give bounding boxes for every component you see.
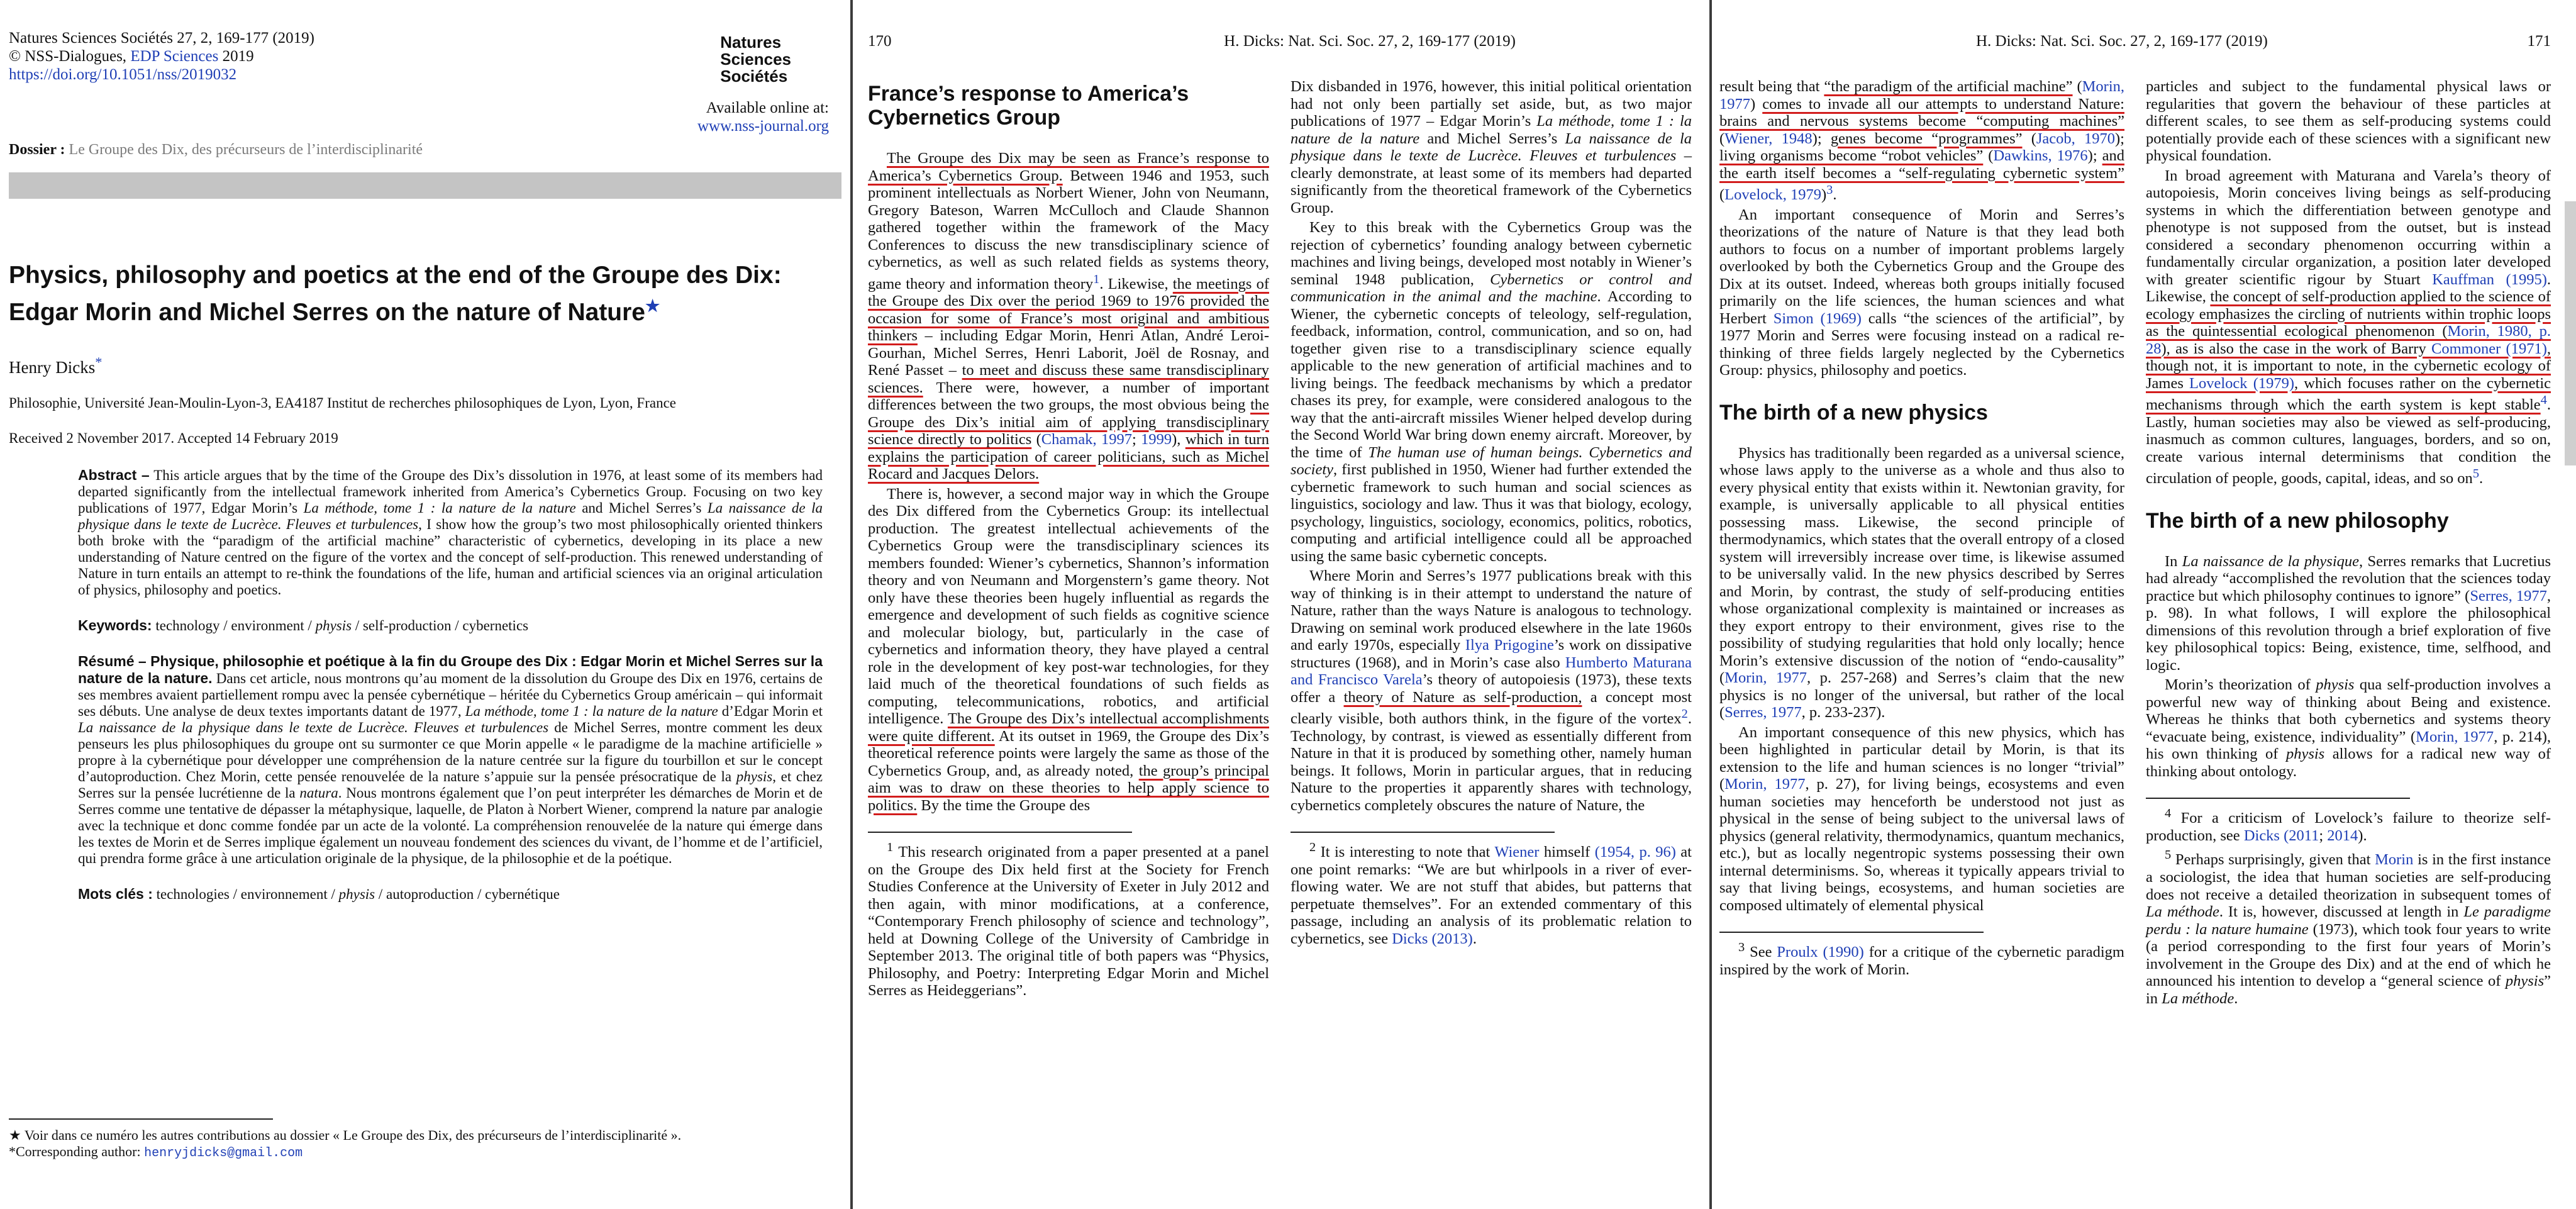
received-dates: Received 2 November 2017. Accepted 14 February 2019 xyxy=(9,430,338,446)
resume: Résumé – Physique, philosophie et poétique à la fin du Groupe des Dix : Edgar Morin et Michel Serres sur la nature de la nature. Dans cet article, nous montrons qu’au moment de la dissolution du Groupe des Dix en 1976, certains de ses membres avaient partiellement rompu avec la pensée cybernétique – héritée du Cybernetics Group américain – qui informait ses débuts. Une analyse de deux textes importants datant de 1977, La méthode, tome 1 : la nature de la nature d’Edgar Morin et La naissance de la physique dans le texte de Lucrèce. Fleuves et turbulences de Michel Serres, montre comment les deux penseurs les plus philosophiques du groupe ont su surmonter ce que Morin appelle « le paradigme de la machine artificielle » propre à la cybernétique pour développer une compréhension de la nature centrée sur la figure du tourbillon et sur le concept d’autoproduction. Chez Morin, cette pensée renouvelée de la nature s’appuie sur la pensée présocratique de la physis, et chez Serres sur la pensée lucrétienne de la natura. Nous montrons également que l’on peut interpréter les démarches de Morin et de Serres comme une tentative de dépasser la métaphysique, laquelle, de Platon à Norbert Wiener, comprend la nature par analogie avec la technique et donc comme fondée par un acte de la volonté. La compréhension renouvelée de la nature qui émerge dans les textes de Morin et de Serres implique également un nouveau fondement des sciences du vivant, de l’homme et de l’artificiel, qui prendra forme grâce à une articulation originale de la physique, de la philosophie et de la poétique. xyxy=(78,653,823,866)
running-head: H. Dicks: Nat. Sci. Soc. 27, 2, 169-177 (2019) xyxy=(1224,33,1516,50)
corresponding-author-link[interactable]: * xyxy=(95,354,103,370)
doi-link[interactable]: https://doi.org/10.1051/nss/2019032 xyxy=(9,66,237,83)
right-column xyxy=(2146,78,2551,1007)
paragraph: An important consequence of this new physics, which has been highlighted in particular detail by Morin, is that its extension to the life and human sciences is no longer “trivial” (Morin, 1977, p. 27), for living beings, ecosystems and even human societies may henceforth be understood not just as physical in the sense of being subject to the universal laws of physics (general relativity, thermodynamics, quantum mechanics, etc.), but as locally negentropic systems possessing their own internal determinisms. So, whereas it typically appears trivial to say that living beings, ecosystems, and human societies are composed ultimately of elemental physical xyxy=(1719,723,2125,914)
citation-link[interactable]: Dicks (2011 xyxy=(2243,827,2319,844)
footnote-rule xyxy=(868,832,1132,833)
citation-link[interactable]: Humberto Maturana and Francisco Varela xyxy=(1291,654,1692,688)
citation-link[interactable]: Proulx (1990) xyxy=(1777,944,1864,961)
dossier-banner xyxy=(9,172,841,199)
paragraph: An important consequence of Morin and Serres’s theorizations of the nature of Nature is that they lead both authors to focus on a number of important problems largely overlooked by both the Cybernetics Group and the Groupe des Dix at its outset. Indeed, whereas both groups initially focused primarily on the life sciences, the human sciences and what Herbert Simon (1969) calls “the sciences of the artificial”, by 1977 Morin and Serres were focusing instead on a radical re-thinking of three fields largely neglected by the Cybernetics Group: physics, philosophy and poetics. xyxy=(1719,206,2125,379)
paragraph: Dix disbanded in 1976, however, this initial political orientation had not only been partially set aside, but, as two major publications of 1977 – Edgar Morin’s La méthode, tome 1 : la nature de la nature and Michel Serres’s La naissance de la physique dans le texte de Lucrèce. Fleuves et turbulences – clearly demonstrate, at least some of its members had departed significantly from the theoretical framework of the Cybernetics Group. xyxy=(1291,78,1692,216)
citation-link[interactable]: Dicks (2013) xyxy=(1392,930,1473,947)
citation-link[interactable]: Serres, 1977 xyxy=(1724,704,1802,722)
footnote: $^4$ For a criticism of Lovelock’s failure to theorize self-production, see Dicks (2011; 2014). xyxy=(2146,806,2551,844)
left-column xyxy=(868,78,1269,1000)
citation-link[interactable]: Serres, 1977 xyxy=(2470,587,2547,604)
available-online-label: Available online at: xyxy=(706,99,829,116)
footnote: $^1$ This research originated from a paper presented at a panel on the Groupe des Dix held first at the Society for French Studies Conference at the University of Exeter in July 2012 and then again, with minor modifications, at a conference, “Contemporary French philosophy of science and technology”, held at Downing College of the University of Cambridge in September 2013. The original title of both papers was “Physics, Philosophy, and Poetry: Interpreting Edgar Morin and Michel Serres as Heideggerians”. xyxy=(868,840,1269,1000)
footnote-corresponding: *Corresponding author: henryjdicks@gmail.com xyxy=(9,1144,303,1161)
citation-link[interactable]: 2014 xyxy=(2327,827,2358,844)
citation-link[interactable]: Ilya Prigogine xyxy=(1465,637,1554,654)
running-header xyxy=(868,33,1692,50)
paragraph: Key to this break with the Cybernetics Group was the rejection of cybernetics’ founding analogy between cybernetic machines and living beings, developed most notably in Wiener’s seminal 1948 publication, Cybernetics or control and communication in the animal and the machine. According to Wiener, the cybernetic concepts of teleology, self-regulation, feedback, information, control, communication, and so on, had together given rise to a transdisciplinary science equally applicable to the new generation of artificial machines and to living beings. The feedback mechanisms by which a predator chases its prey, for example, were considered analogous to the way that the anti-aircraft missiles Wiener helped develop during the Second World War bring down enemy aircraft. Moreover, by the time of The human use of human beings. Cybernetics and society, first published in 1950, Wiener had further extended the cybernetic framework to such human and social sciences as linguistics, sociology and law. Thus it was that biology, ecology, psychology, linguistics, sociology, economics, politics, robotics, computing and artificial intelligence could all be approached using the same basic cybernetic concepts. xyxy=(1291,219,1692,565)
citation-link[interactable]: Wiener, 1948 xyxy=(1724,130,1813,147)
section-heading: The birth of a new philosophy xyxy=(2146,508,2449,533)
left-column xyxy=(1719,78,2124,1007)
abstract: Abstract – This article argues that by the time of the Groupe des Dix’s dissolution in 1976, at least some of its members had departed significantly from the intellectual framework inherited from America’s Cybernetics Group. Focusing on two key publications of 1977, Edgar Morin’s La méthode, tome 1 : la nature de la nature and Michel Serres’s La naissance de la physique dans le texte de Lucrèce. Fleuves et turbulences, I show how the group’s two most philosophically oriented thinkers both broke with the “paradigm of the artificial machine” characteristic of cybernetics, developing in its place a new understanding of Nature centred on the figure of the vortex and the concept of self-production. This renewed understanding of Nature in turn entails an attempt to re-think the foundations of the life, human and artificial sciences via an original articulation of physics, philosophy and poetics. xyxy=(78,467,823,598)
citation-link[interactable]: Morin, 1980, p. 28 xyxy=(2146,323,2551,357)
footnote-rule xyxy=(1719,932,1984,933)
two-column-body xyxy=(868,78,1692,1000)
keywords: Keywords: technology / environment / physis / self-production / cybernetics xyxy=(78,617,529,633)
paragraph: There is, however, a second major way in which the Groupe des Dix differed from the Cybernetics Group: its intellectual production. The greatest intellectual achievements of the Cybernetics Group were the transdisciplinary sciences its members founded: Wiener’s cybernetics, Shannon’s information theory and von Neumann and Morgenstern’s game theory. Not only have these theories been hugely influential as regards the emergence and development of such fields as cognitive science and molecular biology, but, particularly in the case of cybernetics and information theory, they have played a central role in the development of key post-war technologies, for they laid much of the theoretical foundations of such fields as computing, telecommunications, robotics, and artificial intelligence. The Groupe des Dix’s intellectual accomplishments were quite different. At its outset in 1969, the Groupe des Dix’s theoretical reference points were largely the same as those of the Cybernetics Group, and, as already noted, the group’s principal aim was to draw on these theories to help apply science to politics. By the time the Groupe des xyxy=(868,485,1269,814)
running-head: H. Dicks: Nat. Sci. Soc. 27, 2, 169-177 (2019) xyxy=(1976,33,2268,50)
affiliation: Philosophie, Université Jean-Moulin-Lyon-3, EA4187 Institut de recherches philosophiques de Lyon, Lyon, France xyxy=(9,395,677,411)
citation-link[interactable]: (1954, p. 96) xyxy=(1594,844,1676,861)
author-name: Henry Dicks* xyxy=(9,354,103,377)
paragraph: In La naissance de la physique, Serres remarks that Lucretius had already “accomplished the revolution that the sciences today practice but which philosophy continues to ignore” (Serres, 1977, p. 98). In what follows, I will explore the philosophical dimensions of this revolution through a brief exploration of five key philosophical topics: Being, existence, time, selfhood, and logic. xyxy=(2146,552,2551,674)
footnote-dossier: ★ Voir dans ce numéro les autres contributions au dossier « Le Groupe des Dix, des précurseurs de l’interdisciplinarité ». xyxy=(9,1127,682,1143)
paragraph: particles and subject to the fundamental physical laws or regularities that govern the behaviour of these particles at different scales, to see them as self-producing systems could potentially provide each of these sciences with a significant new physical foundation. xyxy=(2146,78,2551,164)
page-170 xyxy=(853,0,1709,1209)
footnote-ref[interactable]: 2 xyxy=(1681,707,1688,721)
scrollbar-thumb[interactable] xyxy=(2565,201,2576,465)
running-header xyxy=(1719,33,2551,50)
footnote-ref[interactable]: 1 xyxy=(1093,272,1100,286)
journal-site-link[interactable]: www.nss-journal.org xyxy=(697,118,829,135)
citation-link[interactable]: Morin, 1977 xyxy=(1724,776,1806,793)
journal-logo: Natures Sciences Sociétés xyxy=(720,33,791,86)
publisher-link[interactable]: EDP Sciences xyxy=(130,48,219,65)
mots-cles: Mots clés : technologies / environnement / physis / autoproduction / cybernétique xyxy=(78,886,560,902)
citation-link[interactable]: Lovelock, 1979 xyxy=(1724,186,1821,204)
citation-link[interactable]: Simon (1969) xyxy=(1773,309,1862,327)
paragraph: Physics has traditionally been regarded as a universal science, whose laws apply to the universe as a whole and thus also to every physical entity that exists within it. Newtonian gravity, for example, is universally applicable to all physical entities possessing mass. Likewise, the second principle of thermodynamics, which states that the overall entropy of a closed system will irreversibly increase over time, is likewise assumed to be universally valid. In the new physics described by Serres and Morin, by contrast, the study of self-producing entities whose organizational complexity is maintained or increases as they export entropy to their environment, gives rise to the possibility of studying regularities that hold only locally; hence Morin’s extensive discussion of the notion of “endo-causality” (Morin, 1977, p. 257-268) and Serres’s claim that the new physics is no longer of the universal, but rather of the local (Serres, 1977, p. 233-237). xyxy=(1719,444,2125,722)
citation-link[interactable]: Dawkins, 1976 xyxy=(1993,147,2088,164)
paragraph: The Groupe des Dix may be seen as France’s response to America’s Cybernetics Group. Between 1946 and 1953, such prominent intellectuals as Norbert Wiener, John von Neumann, Gregory Bateson, Warren McCulloch and Claude Shannon gathered together within the framework of the Macy Conferences to discuss the new transdisciplinary science of cybernetics, as well as such related fields as systems theory, game theory and information theory$^1$. Likewise, the meetings of the Groupe des Dix over the period 1969 to 1976 provided the occasion for some of France’s most original and ambitious thinkers – including Edgar Morin, Henri Atlan, André Leroi-Gourhan, Michel Serres, Henri Laborit, Joël de Rosnay, and René Passet – to meet and discuss these same transdisciplinary sciences. There were, however, a number of important differences between the two groups, the most obvious being the Groupe des Dix’s initial aim of applying transdisciplinary science directly to politics (Chamak, 1997; 1999), which in turn explains the participation of career politicians, such as Michel Rocard and Jacques Delors. xyxy=(868,150,1270,483)
dossier-line: Dossier : Le Groupe des Dix, des précurseurs de l’interdisciplinarité xyxy=(9,142,423,158)
footnote: $^2$ It is interesting to note that Wiener himself (1954, p. 96) at one point remarks: “We are but whirlpools in a river of ever-flowing water. We are not stuff that abides, but patterns that perpetuate themselves”. For an extended commentary of this passage, including an analysis of its problematic relation to cybernetics, see Dicks (2013). xyxy=(1291,840,1692,947)
title-footnote-link[interactable]: ★ xyxy=(645,296,660,315)
footnote-ref[interactable]: 5 xyxy=(2472,467,2480,481)
page-number: 170 xyxy=(868,33,892,50)
footnote-rule xyxy=(1291,832,1555,833)
paragraph: Morin’s theorization of physis qua self-production involves a powerful new way of thinking about Being and existence. Whereas he thinks that both cybernetics and systems theory “evacuate being, existence, individuality” (Morin, 1977, p. 214), his own thinking of physis allows for a radical new way of thinking about ontology. xyxy=(2146,676,2551,780)
footnote: $^3$ See Proulx (1990) for a critique of the cybernetic paradigm inspired by the work of Morin. xyxy=(1719,940,2124,978)
citation-link[interactable]: 1999 xyxy=(1141,431,1172,448)
footnote-ref[interactable]: 3 xyxy=(1826,183,1833,197)
journal-brand xyxy=(697,29,829,135)
citation-link[interactable]: Commoner (1971) xyxy=(2431,340,2547,357)
page-169 xyxy=(0,0,850,1209)
citation-link[interactable]: Morin, 1977 xyxy=(1719,78,2124,113)
page-header xyxy=(9,29,841,135)
citation-link[interactable]: Morin, 1977 xyxy=(1724,669,1807,687)
section-heading: The birth of a new physics xyxy=(1719,400,1988,425)
page-171 xyxy=(1712,0,2576,1209)
citation-link[interactable]: Lovelock (1979) xyxy=(2189,374,2295,392)
article-title: Physics, philosophy and poetics at the end of the Groupe des Dix: Edgar Morin and Michel Serres on the nature of Nature★ xyxy=(9,262,782,326)
paragraph: result being that “the paradigm of the artificial machine” (Morin, 1977) comes to invade all our attempts to understand Nature: brains and nervous systems become “computing machines” (Wiener, 1948); genes become “programmes” (Jacob, 1970); living organisms become “robot vehicles” (Dawkins, 1976); and the earth itself becomes a “self-regulating cybernetic system” (Lovelock, 1979)$^3$. xyxy=(1719,78,2124,204)
author-email-link[interactable]: henryjdicks@gmail.com xyxy=(144,1146,303,1161)
paragraph: Where Morin and Serres’s 1977 publications break with this way of thinking is in their attempt to understand the nature of Nature, rather than the ways Nature is analogous to technology. Drawing on seminal work produced elsewhere in the late 1960s and early 1970s, especially Ilya Prigogine’s work on dissipative structures (1968), and in Morin’s case also Humberto Maturana and Francisco Varela’s theory of autopoiesis (1973), these texts offer a theory of Nature as self-production, a concept most clearly visible, both authors think, in the figure of the vortex$^2$. Technology, by contrast, is viewed as essentially different from Nature in that it is produced by something other, namely human beings. It follows, Morin in particular argues, that in reducing Nature to the properties it apparently shares with technology, cybernetics completely obscures the nature of Nature, the xyxy=(1291,567,1692,814)
citation-link[interactable]: Morin, 1977 xyxy=(2416,728,2494,745)
right-column xyxy=(1291,78,1692,1000)
citation-link[interactable]: Kauffman (1995) xyxy=(2432,270,2547,288)
paragraph: In broad agreement with Maturana and Varela’s theory of autopoiesis, Morin conceives living beings as self-producing systems in which the differentiation between genotype and phenotype is not supposed from the outset, but is instead considered a secondary phenomenon occurring within a fundamentally circular organization, a position later developed with greater scientific rigour by Stuart Kauffman (1995). Likewise, the concept of self-production applied to the science of ecology emphasizes the circling of nutrients within trophic loops as the quintessential ecological phenomenon (Morin, 1980, p. 28), as is also the case in the work of Barry Commoner (1971), though not, it is important to note, in the cybernetic ecology of James Lovelock (1979), which focuses rather on the cybernetic mechanisms through which the earth system is kept stable$^4$. Lastly, human societies may also be viewed as self-producing, inasmuch as common cultures, languages, borders, and so on, create various internal determinisms that condition the circulation of people, goods, capital, ideas, and so $on^5$. xyxy=(2146,167,2551,488)
footnote-rule xyxy=(2146,798,2410,799)
journal-line: Natures Sciences Sociétés 27, 2, 169-177 (2019) xyxy=(9,30,314,47)
footnote-rule xyxy=(9,1118,273,1120)
page-number: 171 xyxy=(2527,33,2551,50)
citation-link[interactable]: Jacob, 1970 xyxy=(2036,130,2116,147)
citation-block xyxy=(9,29,314,135)
footnote: $^5$ Perhaps surprisingly, given that Morin is in the first instance a sociologist, the idea that human societies are self-producing does not receive a detailed theorization in subsequent tomes of La méthode. It is, however, discussed at length in Le paradigme perdu : la nature humaine (1973), which took four years to write (a period corresponding to the first four years of Morin’s involvement in the Groupe des Dix) and at the end of which he announced his intention to develop a “general science of physis” in La méthode. xyxy=(2146,848,2551,1007)
copyright-line: © NSS-Dialogues, EDP Sciences 2019 xyxy=(9,48,254,65)
two-column-body xyxy=(1719,78,2551,1007)
citation-link[interactable]: Wiener xyxy=(1494,844,1540,861)
citation-link[interactable]: Morin xyxy=(2375,851,2414,869)
citation-link[interactable]: Chamak, 1997 xyxy=(1041,431,1132,448)
page1-footnotes xyxy=(9,1118,841,1162)
section-heading: France’s response to America’s Cybernetics Group xyxy=(868,82,1189,130)
footnote-ref[interactable]: 4 xyxy=(2540,393,2547,407)
